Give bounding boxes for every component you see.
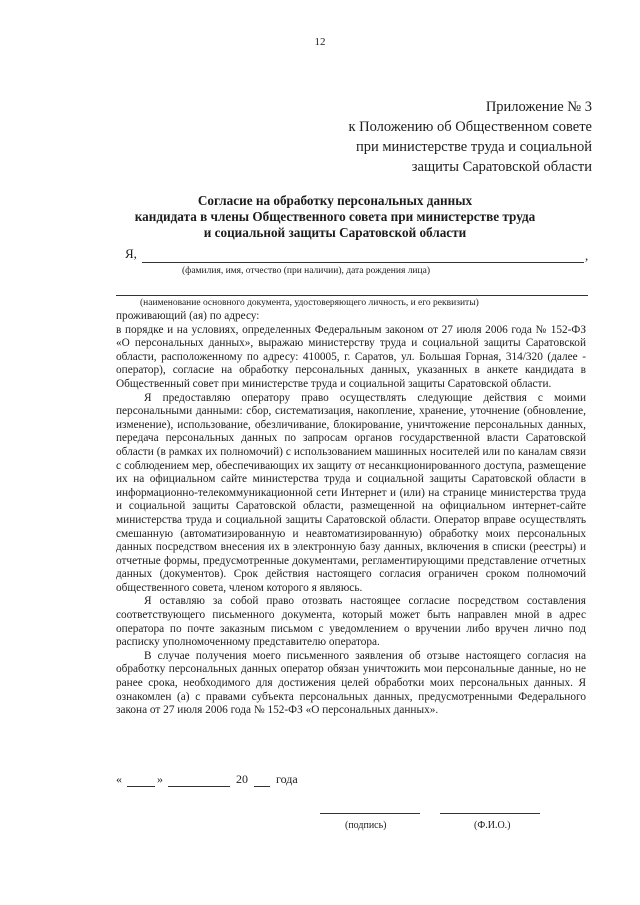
appendix-line-4: защиты Саратовской области: [411, 159, 592, 175]
title-line-1: Согласие на обработку персональных данных: [197, 193, 473, 208]
paragraph-4: В случае получения моего письменного заявления об отзыве настоящего согласия на обработку персональных данных оператор обязан уничтожить мои персональные данные, но не ранее срока, необходимого для достижения целей обработки моих персональных данных. Я ознакомлен (а) с правами субъекта персональных данных, предусмотренными Федерального закона от 27 июля 2006 года № 152-ФЗ «О персональных данных».: [116, 649, 586, 717]
date-year-suffix: года: [276, 772, 298, 786]
date-month-line[interactable]: [168, 786, 230, 787]
appendix-line-2: к Положению об Общественном совете: [348, 119, 592, 135]
paragraph-2: Я предоставляю оператору право осуществлять следующие действия с моими персональными данными: сбор, систематизация, накопление, хранение, уточнение (обновление, изменение), использование, обезличивание, блокирование, уничтожение персональных данных, передача персональных данных по запросам органов государственной власти Саратовской области (в рамках их полномочий) с использованием машинных носителей или по каналам связи с соблюдением мер, обеспечивающих их защиту от несанкционированного доступа, размещение их на официальном сайте министерства труда и социальной защиты Саратовской области в информационно-телекоммуникационной сети Интернет и (или) на странице министерства труда и социальной защиты Саратовской области, размещенной на официальном интернет-сайте министерства труда и социальной защиты Саратовской области. Оператор вправе осуществлять смешанную (автоматизированную и неавтоматизированную) обработку моих персональных данных посредством внесения их в электронную базу данных, включения в списки (реестры) и отчетные формы, предусмотренные документами, регламентирующими представление отчетных данных (документов). Срок действия настоящего согласия ограничен сроком полномочий общественного совета, членом которого я являюсь.: [116, 391, 586, 594]
name-field-comma: ,: [585, 248, 589, 263]
name-field-line[interactable]: [142, 262, 584, 263]
fio-caption: (Ф.И.О.): [474, 820, 511, 831]
title-line-2: кандидата в члены Общественного совета при министерстве труда: [134, 209, 536, 224]
date-close-quote: »: [157, 772, 163, 786]
document-field-caption: (наименование основного документа, удостоверяющего личность, и его реквизиты): [140, 298, 479, 308]
document-field-line[interactable]: [116, 295, 588, 296]
appendix-line-1: Приложение № 3: [485, 99, 592, 115]
name-field-caption: (фамилия, имя, отчество (при наличии), дата рождения лица): [182, 266, 430, 276]
paragraph-3: Я оставляю за собой право отозвать настоящее согласие посредством составления соответствующего письменного документа, который может быть направлен мной в адрес оператора по почте заказным письмом с уведомлением о вручении либо вручен лично под расписку уполномоченному представителю оператора.: [116, 595, 586, 649]
fio-line[interactable]: [440, 813, 540, 814]
appendix-line-3: при министерстве труда и социальной: [355, 139, 592, 155]
appendix-header: [348, 97, 592, 177]
title-line-3: и социальной защиты Саратовской области: [203, 225, 467, 240]
date-year-prefix: 20: [236, 772, 248, 786]
ya-label: Я,: [125, 246, 137, 261]
paragraph-1: в порядке и на условиях, определенных Федеральным законом от 27 июля 2006 года № 152-ФЗ «О персональных данных», выражаю министерству труда и социальной защиты Саратовской области, расположенному по адресу: 410005, г. Саратов, ул. Большая Горная, 314/320 (далее - оператор), согласие на обработку персональных данных, указанных в анкете кандидата в Общественный совет при министерстве труда и социальной защиты Саратовской области.: [116, 323, 586, 390]
consent-body: [116, 310, 586, 718]
date-day-line[interactable]: [127, 786, 155, 787]
signature-caption: (подпись): [345, 820, 387, 831]
document-title: [100, 193, 570, 241]
page-number: 12: [314, 36, 326, 48]
date-year-line[interactable]: [254, 786, 270, 787]
address-label: проживающий (ая) по адресу:: [116, 310, 260, 322]
date-open-quote: «: [116, 772, 122, 786]
signature-line[interactable]: [320, 813, 420, 814]
